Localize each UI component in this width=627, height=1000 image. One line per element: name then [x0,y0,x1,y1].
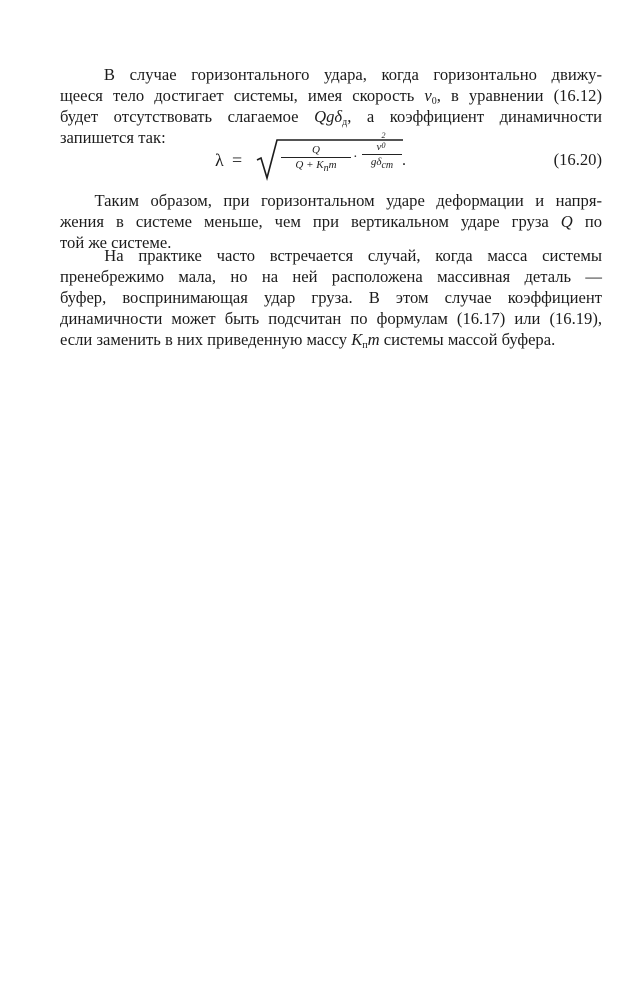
fraction-denominator [362,155,402,171]
text-line [60,245,602,266]
formula-period: . [402,152,406,169]
text-line-content: Таким образом, при горизонтальном ударе деформации и напря- [94,191,602,210]
text-line-content: На практике часто встречается случай, когда масса системы [104,246,602,265]
formula-equals: = [232,150,243,170]
text-segment: щееся тело достигает системы, имея скорость [60,86,425,105]
fraction-velocity-ratio [362,131,402,171]
text-segment: системы массой буфера. [379,330,556,349]
text-line [60,287,602,308]
load-symbol: Q [560,212,573,231]
text-line-content: пренебрежимо мала, но на ней расположена массивная деталь — [60,267,602,286]
fraction-denominator [281,158,351,174]
text-line [60,106,602,127]
denominator-text: m [328,159,337,171]
text-line-content: запишется так: [60,128,166,147]
text-line [60,64,602,85]
paragraph-buffer-case [60,245,602,350]
text-segment: будет отсутствовать слагаемое [60,107,315,126]
text-line [60,85,602,106]
text-line [60,329,602,350]
text-line [60,308,602,329]
text-line-content: В случае горизонтального удара, когда горизонтально движу- [103,65,602,84]
denominator-subscript: ст [381,160,394,171]
text-segment: по [572,212,602,231]
paragraph-horizontal-impact [60,64,602,148]
equation-number: (16.20) [553,150,602,169]
denominator-subscript: п [323,163,329,174]
text-line-content: буфер, воспринимающая удар груза. В этом случае коэффициент [60,288,602,307]
fraction-numerator: Q [281,144,351,158]
text-line-content: той же системе. [60,233,172,252]
fraction-numerator: v 2 0 [362,140,402,155]
denominator-text: gδ [370,156,382,168]
paragraph-conclusion [60,190,602,253]
term-symbol: Qgδ [314,107,343,126]
denominator-text: Q + K [295,159,324,171]
text-segment: если заменить в них приведенную массу [60,330,352,349]
fraction-mass-ratio [281,144,351,174]
text-line [60,266,602,287]
text-line [60,190,602,211]
term-subscript: д [342,117,348,128]
text-line-content: динамичности может быть подсчитан по формулам (16.17) или (16.19), [60,309,602,328]
multiplication-dot: · [353,150,358,165]
text-segment: , в уравнении (16.12) [436,86,602,105]
reduction-coefficient-symbol: K [351,330,363,349]
text-segment: , а коэффициент динамичности [347,107,602,126]
coefficient-subscript: п [362,340,368,351]
velocity-subscript: 0 [431,96,437,107]
text-segment: жения в системе меньше, чем при вертикальном ударе груза [60,212,561,231]
velocity-symbol: v [424,86,432,105]
text-line [60,211,602,232]
formula-lambda: λ [215,150,224,170]
numerator-symbol: v [376,141,382,153]
mass-symbol: m [367,330,380,349]
